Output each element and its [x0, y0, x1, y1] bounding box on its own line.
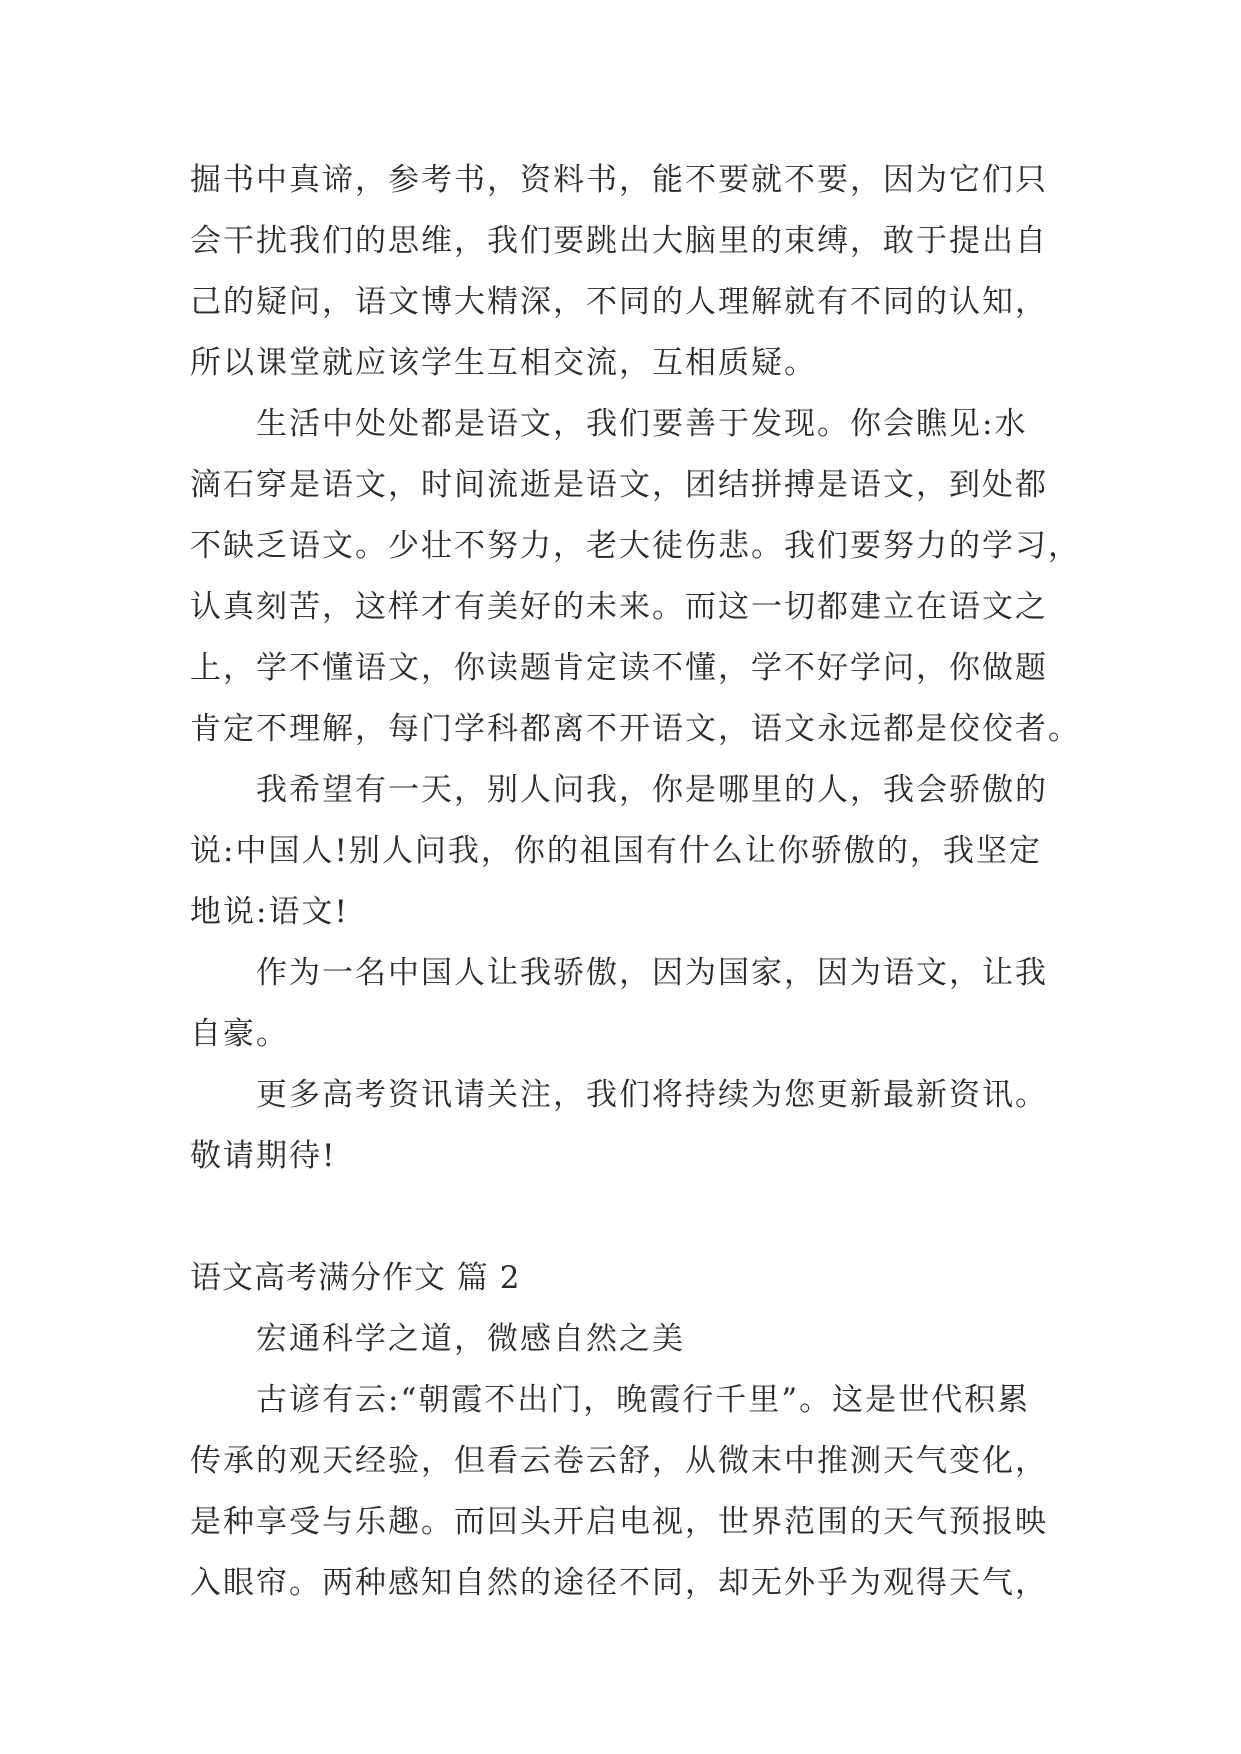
text-line: 是种享受与乐趣。而回头开启电视，世界范围的天气预报映	[190, 1504, 1048, 1540]
text-line: 自豪。	[190, 1016, 289, 1052]
text-line: 古谚有云:“朝霞不出门，晚霞行千里”。这是世代积累	[256, 1382, 1031, 1418]
text-line: 更多高考资讯请关注，我们将持续为您更新最新资讯。	[256, 1077, 1048, 1113]
text-line: 地说:语文!	[190, 894, 349, 930]
text-line: 传承的观天经验，但看云卷云舒，从微末中推测天气变化，	[190, 1443, 1048, 1479]
text-line: 掘书中真谛，参考书，资料书，能不要就不要，因为它们只	[190, 162, 1048, 198]
section-heading: 语文高考满分作文 篇 2	[190, 1260, 521, 1296]
text-line: 入眼帘。两种感知自然的途径不同，却无外乎为观得天气，	[190, 1565, 1048, 1601]
paragraph	[190, 943, 1070, 1065]
text-line: 滴石穿是语文，时间流逝是语文，团结拼搏是语文，到处都	[190, 467, 1048, 503]
paragraph	[190, 1065, 1070, 1187]
text-line: 生活中处处都是语文，我们要善于发现。你会瞧见:水	[256, 406, 1028, 442]
text-line: 认真刻苦，这样才有美好的未来。而这一切都建立在语文之	[190, 589, 1048, 625]
text-line: 说:中国人!别人问我，你的祖国有什么让你骄傲的，我坚定	[190, 833, 1042, 869]
document-body	[190, 150, 1081, 1614]
essay-title: 宏通科学之道，微感自然之美	[256, 1321, 685, 1357]
text-line: 我希望有一天，别人问我，你是哪里的人，我会骄傲的	[256, 772, 1048, 808]
text-line: 敬请期待!	[190, 1138, 337, 1174]
paragraph	[190, 150, 1070, 394]
text-line: 不缺乏语文。少壮不努力，老大徒伤悲。我们要努力的学习，	[190, 528, 1081, 564]
paragraph	[190, 760, 1070, 943]
text-line: 上，学不懂语文，你读题肯定读不懂，学不好学问，你做题	[190, 650, 1048, 686]
text-line: 会干扰我们的思维，我们要跳出大脑里的束缚，敢于提出自	[190, 223, 1048, 259]
text-line: 所以课堂就应该学生互相交流，互相质疑。	[190, 345, 817, 381]
paragraph	[190, 394, 1081, 760]
paragraph	[190, 1370, 1070, 1614]
text-line: 作为一名中国人让我骄傲，因为国家，因为语文，让我	[256, 955, 1048, 991]
section-gap	[190, 1187, 1070, 1248]
text-line: 己的疑问，语文博大精深，不同的人理解就有不同的认知，	[190, 284, 1048, 320]
text-line: 肯定不理解，每门学科都离不开语文，语文永远都是佼佼者。	[190, 711, 1081, 747]
